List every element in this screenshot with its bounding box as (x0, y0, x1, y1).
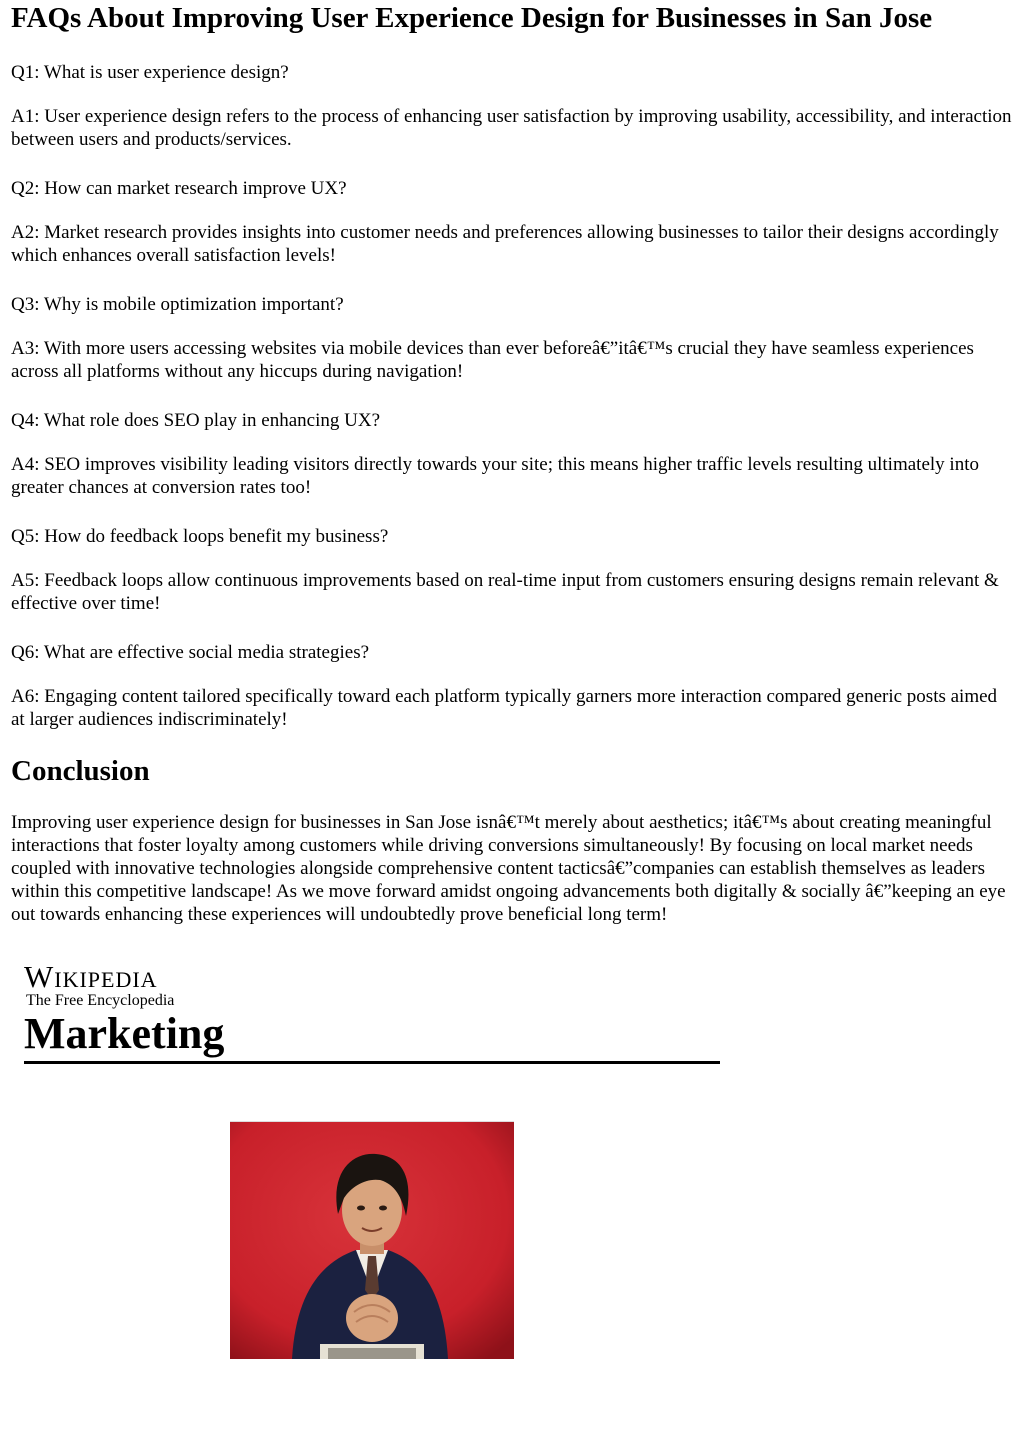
conclusion-body: Improving user experience design for businesses in San Jose isnâ€™t merely about aesthetics; itâ€™s about creating meaningful interactions that foster loyalty among customers while driving conversions simultaneously! By focusing on local market needs coupled with innovative technologies alongside comprehensive content tacticsâ€”companies can establish themselves as leaders within this competitive landscape! As we move forward amidst ongoing advancements both digitally & socially â€”keeping an eye out towards enhancing these experiences will undoubtedly prove beneficial long term! (11, 812, 1006, 925)
wikipedia-header (24, 959, 720, 1064)
faq-answer: A4: SEO improves visibility leading visitors directly towards your site; this means higher traffic levels resulting ultimately into greater chances at conversion rates too! (11, 454, 979, 498)
portrait-hands (346, 1294, 398, 1342)
faq-question: Q2: How can market research improve UX? (11, 178, 347, 199)
faq-document (11, 0, 1013, 926)
article-portrait-image (230, 1121, 514, 1359)
portrait-computer-screen (328, 1348, 416, 1359)
conclusion-heading: Conclusion (11, 755, 150, 787)
title-underline (24, 1061, 720, 1064)
faq-answer: A3: With more users accessing websites via mobile devices than ever beforeâ€”itâ€™s crucial they have seamless experiences across all platforms without any hiccups during navigation! (11, 338, 974, 382)
wikipedia-wordmark[interactable]: Wikipedia (24, 959, 158, 994)
faq-question: Q4: What role does SEO play in enhancing UX? (11, 410, 381, 431)
faq-answer: A1: User experience design refers to the process of enhancing user satisfaction by improving usability, accessibility, and interaction between users and products/services. (11, 106, 1012, 150)
portrait-illustration (230, 1122, 514, 1359)
faq-question: Q3: Why is mobile optimization important? (11, 294, 344, 315)
wikipedia-tagline: The Free Encyclopedia (26, 992, 175, 1009)
article-title: Marketing (24, 1009, 225, 1058)
page-title: FAQs About Improving User Experience Design for Businesses in San Jose (11, 2, 933, 34)
faq-list (11, 61, 1013, 731)
portrait-eye-right (379, 1206, 387, 1211)
faq-answer: A5: Feedback loops allow continuous improvements based on real-time input from customers ensuring designs remain relevant & effective over time! (11, 570, 999, 614)
faq-question: Q6: What are effective social media strategies? (11, 642, 370, 663)
faq-answer: A6: Engaging content tailored specifically toward each platform typically garners more interaction compared generic posts aimed at larger audiences indiscriminately! (11, 686, 998, 730)
faq-question: Q1: What is user experience design? (11, 62, 289, 83)
portrait-eye-left (357, 1206, 365, 1211)
faq-question: Q5: How do feedback loops benefit my business? (11, 526, 389, 547)
faq-answer: A2: Market research provides insights into customer needs and preferences allowing businesses to tailor their designs accordingly which enhances overall satisfaction levels! (11, 222, 999, 266)
